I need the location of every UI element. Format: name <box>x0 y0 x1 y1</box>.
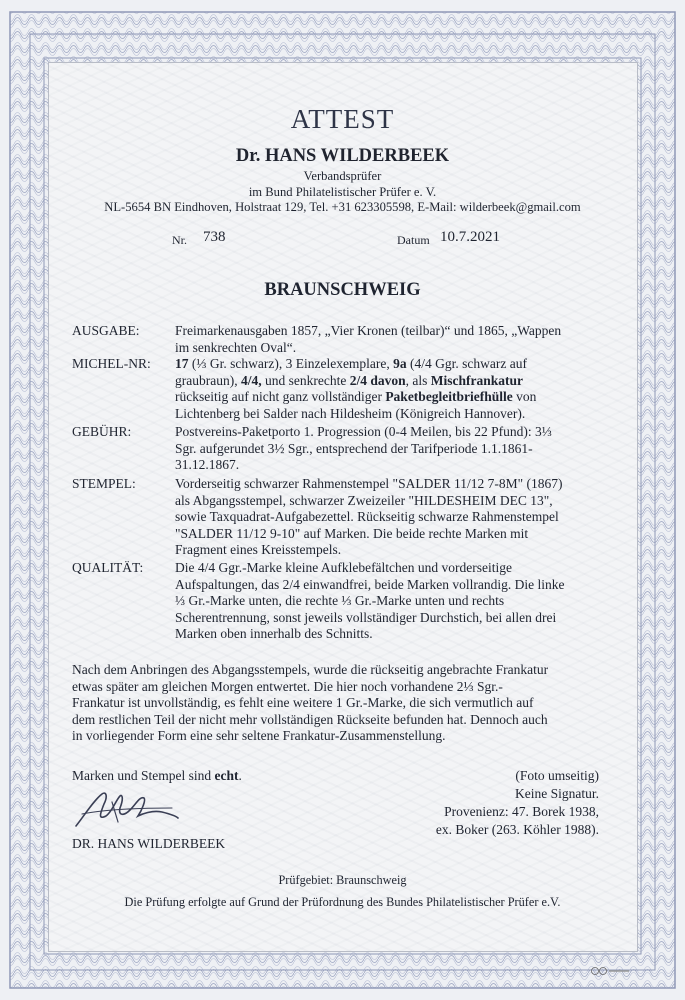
michel-line: graubraun), 4/4, und senkrechte 2/4 davon, als Mischfrankatur <box>175 372 523 388</box>
qualitaet-label: QUALITÄT: <box>72 560 144 575</box>
verdict-line: Marken und Stempel sind echt. <box>72 768 242 783</box>
examiner-role: Verbandsprüfer <box>303 169 382 183</box>
remarks-line: in vorliegender Form eine sehr seltene Frankatur-Zusammenstellung. <box>72 728 446 743</box>
certificate-title: ATTEST <box>290 104 395 134</box>
provenance-line: Provenienz: 47. Borek 1938, <box>444 804 599 819</box>
handwritten-signature <box>72 786 182 834</box>
qualitaet-text <box>175 560 605 643</box>
ausgabe-line: Freimarkenausgaben 1857, „Vier Kronen (teilbar)“ und 1865, „Wappen <box>175 323 562 338</box>
number-value: 738 <box>203 229 226 245</box>
signature-note: Keine Signatur. <box>515 786 599 801</box>
qualitaet-line: Die 4/4 Ggr.-Marke kleine Aufklebefältchen und vorderseitige <box>175 560 513 575</box>
qualitaet-line: Marken oben innerhalb des Schnitts. <box>175 626 373 641</box>
michel-line: 17 (⅓ Gr. schwarz), 3 Einzelexemplare, 9a (4/4 Ggr. schwarz auf <box>175 356 528 371</box>
gebuehr-line: Sgr. aufgerundet 3½ Sgr., entsprechend der Tarifperiode 1.1.1861- <box>175 440 533 456</box>
stempel-line: "SALDER 11/12 9-10" auf Marken. Die beide rechte Marken mit <box>175 525 529 541</box>
ausgabe-label: AUSGABE: <box>72 323 140 338</box>
gebuehr-line: 31.12.1867. <box>175 457 240 472</box>
michel-label: MICHEL-NR: <box>72 356 151 371</box>
stempel-line: Vorderseitig schwarzer Rahmenstempel "SALDER 11/12 7-8M" (1867) <box>175 476 563 491</box>
number-label: Nr. <box>172 233 187 247</box>
qualitaet-line: Aufspaltungen, das 2/4 einwandfrei, beide Marken vollrandig. Die linke <box>175 576 565 592</box>
stempel-text <box>175 476 605 559</box>
examiner-association: im Bund Philatelistischer Prüfer e. V. <box>248 185 437 199</box>
remarks-line: Nach dem Anbringen des Abgangsstempels, wurde die rückseitig angebrachte Frankatur <box>72 662 549 677</box>
examination-note: Die Prüfung erfolgte auf Grund der Prüfordnung des Bundes Philatelistischer Prüfer e.V. <box>124 895 561 909</box>
remarks-line: etwas später am gleichen Morgen entwertet. Die hier noch vorhandene 2⅓ Sgr.- <box>72 678 503 694</box>
photo-note: (Foto umseitig) <box>515 768 599 783</box>
remarks-line: dem restlichen Teil der nicht mehr vollständigen Rückseite befunden hat. Dennoch auch <box>72 711 548 727</box>
gebuehr-line: Postvereins-Paketporto 1. Progression (0-4 Meilen, bis 22 Pfund): 3⅓ <box>175 424 552 439</box>
date-label: Datum <box>397 233 430 247</box>
signer-name: DR. HANS WILDERBEEK <box>72 836 226 851</box>
gebuehr-text <box>175 424 605 474</box>
gebuehr-label: GEBÜHR: <box>72 424 132 439</box>
michel-text <box>175 356 605 422</box>
ausgabe-text <box>175 323 605 356</box>
date-value: 10.7.2021 <box>440 229 500 245</box>
stempel-line: als Abgangsstempel, schwarzer Zweizeiler "HILDESHEIM DEC 13", <box>175 492 553 508</box>
examiner-address: NL-5654 BN Eindhoven, Holstraat 129, Tel. +31 623305598, E-Mail: wilderbeek@gmail.com <box>104 200 581 214</box>
examination-field: Prüfgebiet: Braunschweig <box>278 873 407 887</box>
ausgabe-line: im senkrechten Oval“. <box>175 339 297 355</box>
stempel-line: sowie Taxquadrat-Aufgabezettel. Rückseitig schwarze Rahmenstempel <box>175 509 559 524</box>
remarks-paragraph <box>72 662 612 745</box>
examiner-name: Dr. HANS WILDERBEEK <box>235 146 450 166</box>
michel-line: Lichtenberg bei Salder nach Hildesheim (Königreich Hannover). <box>175 405 526 421</box>
subject-heading: BRAUNSCHWEIG <box>264 280 421 300</box>
remarks-line: Frankatur ist unvollständig, es fehlt eine weitere 1 Gr.-Marke, die sich vermutlich auf <box>72 695 534 710</box>
provenance-line: ex. Boker (263. Köhler 1988). <box>435 822 599 837</box>
stempel-label: STEMPEL: <box>72 476 136 491</box>
michel-line: rückseitig auf nicht ganz vollständiger Paketbegleitbriefhülle von <box>175 389 537 404</box>
qualitaet-line: Scherentrennung, sonst jeweils vollständiger Durchstich, bei allen drei <box>175 609 557 625</box>
printer-mark-icon <box>590 966 630 976</box>
stempel-line: Fragment eines Kreisstempels. <box>175 542 342 557</box>
qualitaet-line: ⅓ Gr.-Marke unten, die rechte ⅓ Gr.-Marke unten und rechts <box>175 593 505 608</box>
